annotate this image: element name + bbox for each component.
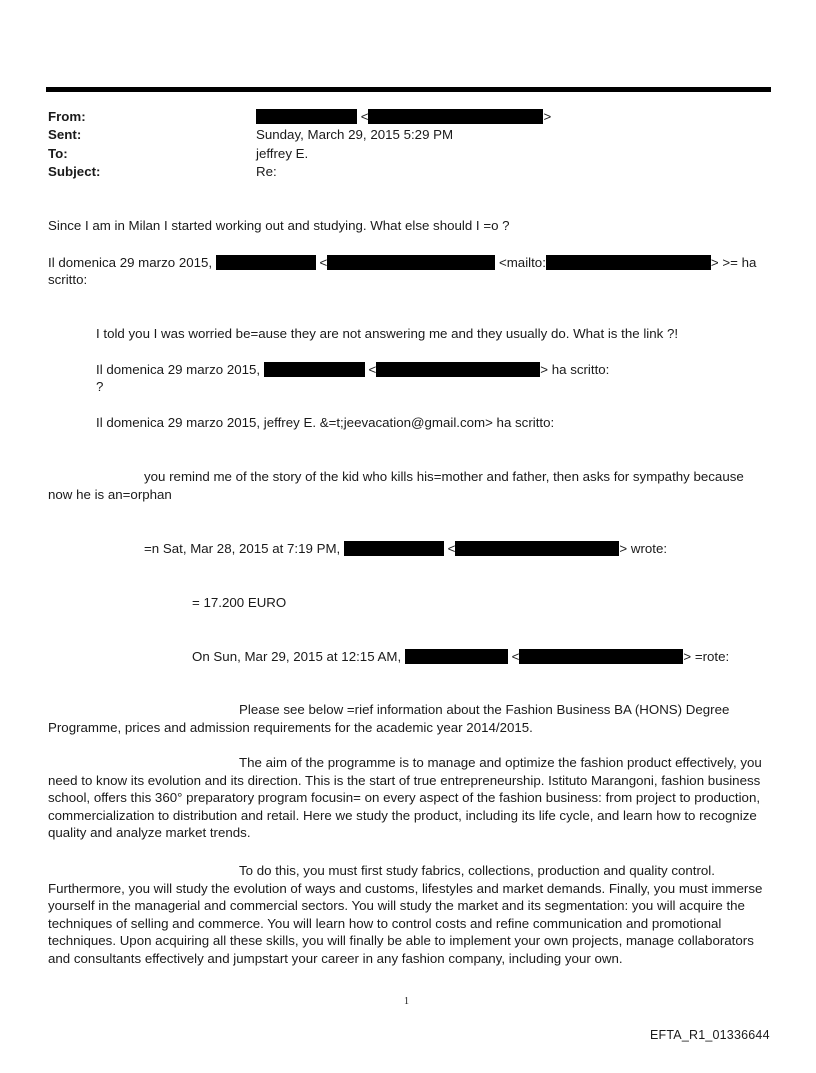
header-rule (46, 87, 771, 92)
subject-label: Subject: (48, 164, 101, 179)
redaction-box (264, 362, 365, 377)
info-paragraph (48, 862, 770, 967)
quote-text: < (447, 541, 456, 556)
quote-text: On Sun, Mar 29, 2015 at 12:15 AM, (192, 649, 402, 664)
from-label: From: (48, 109, 86, 124)
redaction-box (455, 541, 619, 556)
angle-open: < (360, 109, 369, 124)
subject-value: Re: (256, 164, 277, 179)
quote-text: > >= ha (710, 255, 757, 270)
redaction-box (344, 541, 444, 556)
redaction-box (327, 255, 495, 270)
redaction-box (368, 109, 543, 124)
paragraph-text: Please see below =rief information about the Fashion Business BA (HONS) Degree Programme, prices and admission requirements for the academic year 2014/2015. (48, 702, 730, 735)
quote-text: <mailto: (498, 255, 546, 270)
redaction-box (405, 649, 508, 664)
quote-header (144, 540, 667, 557)
price-line: = 17.200 EURO (192, 595, 287, 610)
message-line: now he is an=orphan (48, 487, 172, 502)
redaction-box (376, 362, 540, 377)
quote-text: < (368, 362, 377, 377)
quote-header: Il domenica 29 marzo 2015, jeffrey E. &=t;jeevacation@gmail.com> ha scritto: (96, 415, 555, 430)
paragraph-text: To do this, you must first study fabrics, collections, production and quality control. Furthermore, you will study the evolution of ways and customs, lifestyles and market demands. Finally, you must immerse yourself in the managerial and commercial sectors. You will study the market and its segmentation: you will acquire the techniques of selling and commerce. You will learn how to control costs and refine communication and promotional techniques. Upon acquiring all these skills, you will finally be able to implement your own projects, manage collaborators and consultants effectively and jumpstart your career in any fashion company, including your own. (48, 863, 763, 966)
quote-text: < (511, 649, 520, 664)
info-paragraph (48, 701, 770, 736)
quote-text: > ha scritto: (540, 362, 610, 377)
redaction-box (256, 109, 357, 124)
message-line: you remind me of the story of the kid who kills his=mother and father, then asks for sympathy because (144, 469, 744, 484)
bates-number: EFTA_R1_01336644 (650, 1028, 770, 1042)
info-paragraph (48, 754, 770, 842)
quote-header (192, 648, 729, 665)
quote-header (96, 361, 609, 378)
page-number: 1 (404, 996, 409, 1007)
quote-text: Il domenica 29 marzo 2015, (48, 255, 213, 270)
message-line: Since I am in Milan I started working out and studying. What else should I =o ? (48, 218, 510, 233)
quote-header-cont: scritto: (48, 272, 88, 287)
quote-text: < (319, 255, 328, 270)
to-label: To: (48, 146, 68, 161)
message-line: I told you I was worried be=ause they are not answering me and they usually do. What is the link ?! (96, 326, 679, 341)
quote-text: Il domenica 29 marzo 2015, (96, 362, 261, 377)
redaction-box (216, 255, 316, 270)
redaction-box (519, 649, 683, 664)
from-value (256, 108, 551, 125)
to-value: jeffrey E. (256, 146, 309, 161)
angle-close: > (543, 109, 552, 124)
sent-value: Sunday, March 29, 2015 5:29 PM (256, 127, 454, 142)
quote-header (48, 254, 756, 271)
redaction-box (546, 255, 711, 270)
quote-text: =n Sat, Mar 28, 2015 at 7:19 PM, (144, 541, 341, 556)
quote-text: > =rote: (683, 649, 730, 664)
paragraph-text: The aim of the programme is to manage and optimize the fashion product effectively, you need to know its evolution and its direction. This is the start of true entrepreneurship. Istituto Marangoni, fashion business school, offers this 360° preparatory program focusin= on every aspect of the fashion business: from project to production, commercialization to distribution and retail. Here we study the product, including its life cycle, and learn how to recognize quality and analyze market trends. (48, 755, 762, 840)
question-mark: ? (96, 379, 104, 394)
sent-label: Sent: (48, 127, 82, 142)
quote-text: > wrote: (619, 541, 668, 556)
